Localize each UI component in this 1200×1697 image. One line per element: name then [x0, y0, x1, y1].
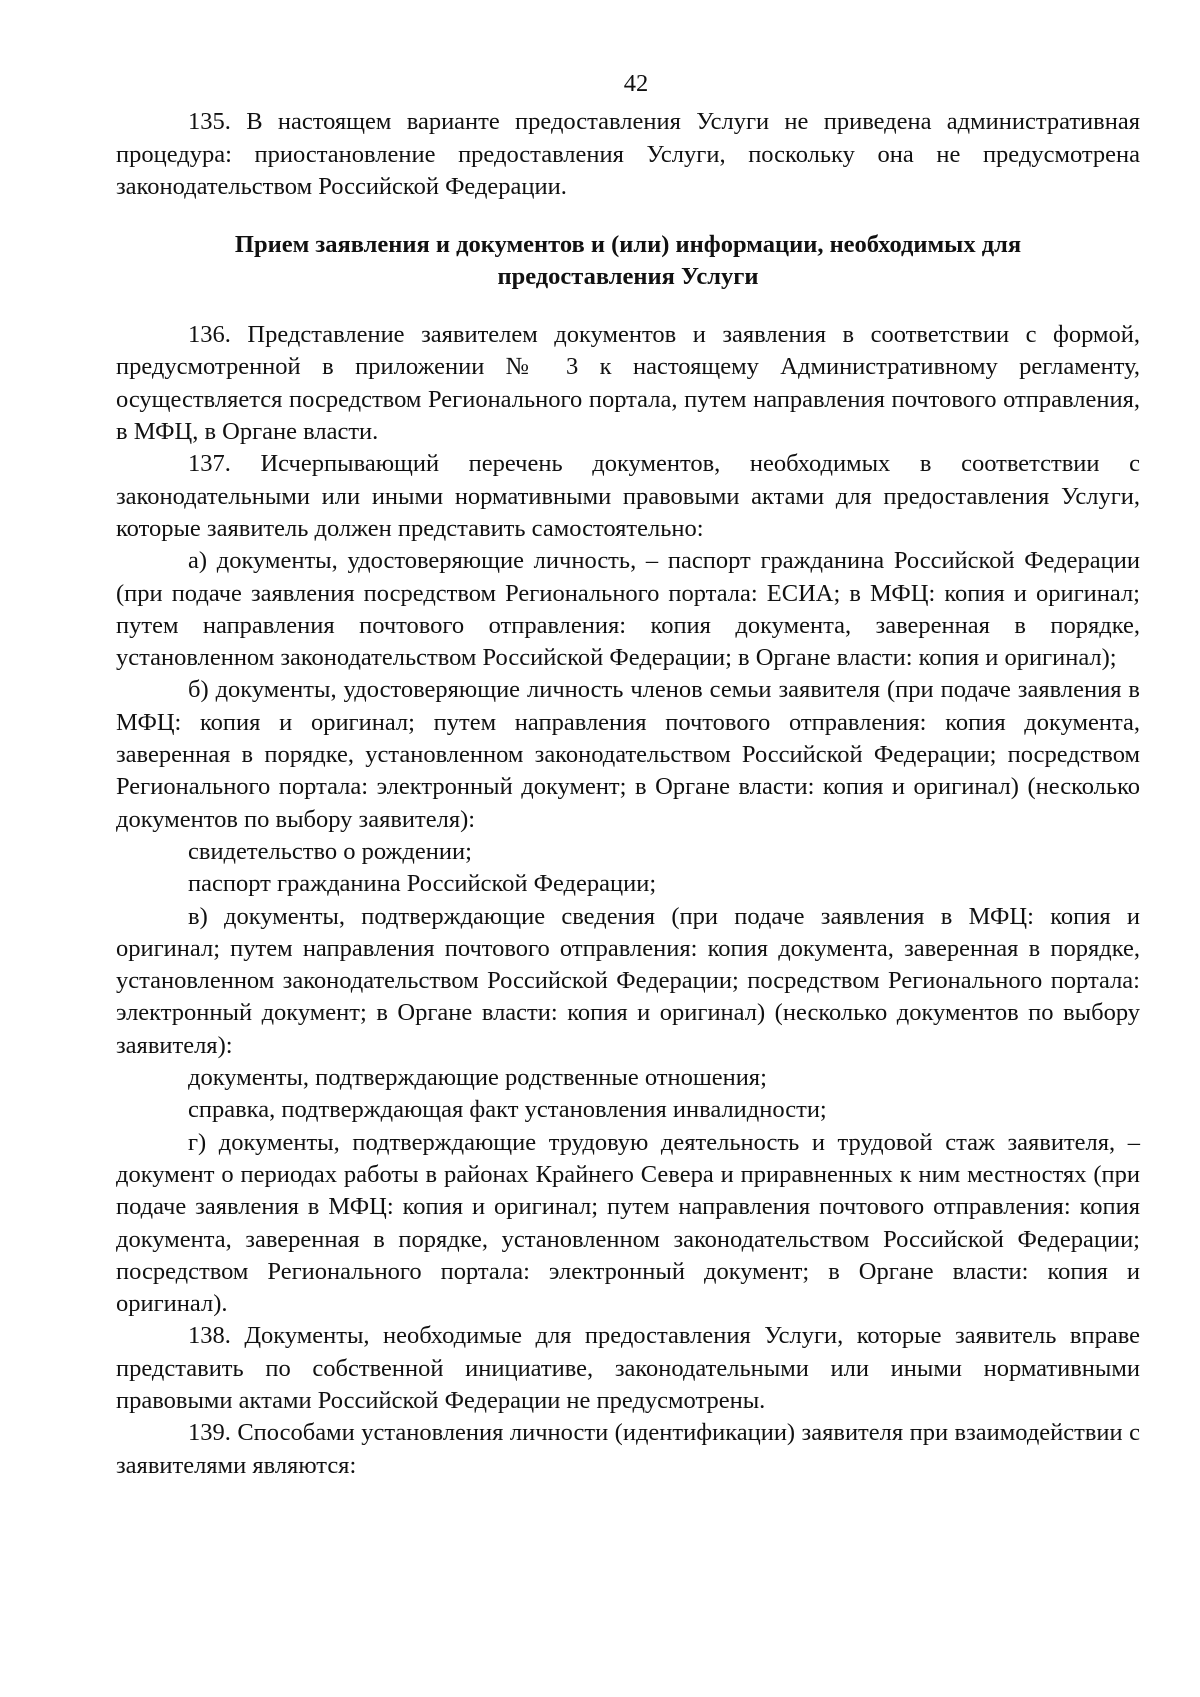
- paragraph-135: 135. В настоящем варианте предоставления Услуги не приведена административная процедура: приостановление предоставления Услуги, поскольку она не предусмотрена законодательством Российской Федерации.: [116, 108, 1140, 200]
- paragraph-137-v: в) документы, подтверждающие сведения (при подаче заявления в МФЦ: копия и оригинал; путем направления почтового отправления: копия документа, заверенная в порядке, установленном законодательством Российской Федерации; посредством Регионального портала: электронный документ; в Органе власти: копия и оригинал) (несколько документов по выбору заявителя):: [116, 902, 1140, 1059]
- section-heading: [116, 229, 1140, 293]
- paragraph-139: 139. Способами установления личности (идентификации) заявителя при взаимодействии с заявителями являются:: [116, 1419, 1140, 1479]
- section-heading-line-1: Прием заявления и документов и (или) информации, необходимых для: [234, 231, 1022, 259]
- paragraph-137: 137. Исчерпывающий перечень документов, необходимых в соответствии с законодательными или иными нормативными правовыми актами для предоставления Услуги, которые заявитель должен представить самостоятельно:: [116, 450, 1140, 542]
- list-item-disability-certificate: справка, подтверждающая факт установления инвалидности;: [188, 1096, 827, 1124]
- list-item-passport: паспорт гражданина Российской Федерации;: [188, 870, 657, 898]
- paragraph-137-g: г) документы, подтверждающие трудовую деятельность и трудовой стаж заявителя, – документ о периодах работы в районах Крайнего Севера и приравненных к ним местностях (при подаче заявления в МФЦ: копия и оригинал; путем направления почтового отправления: копия документа, заверенная в порядке, установленном законодательством Российской Федерации; посредством Регионального портала: электронный документ; в Органе власти: копия и оригинал).: [116, 1128, 1140, 1318]
- list-item-kinship-documents: документы, подтверждающие родственные отношения;: [188, 1064, 767, 1092]
- list-item-birth-certificate: свидетельство о рождении;: [188, 837, 472, 865]
- page-number: 42: [623, 70, 649, 97]
- paragraph-137-a: а) документы, удостоверяющие личность, – паспорт гражданина Российской Федерации (при подаче заявления посредством Регионального портала: ЕСИА; в МФЦ: копия и оригинал; путем направления почтового отправления: копия документа, заверенная в порядке, установленном законодательством Российской Федерации; в Органе власти: копия и оригинал);: [116, 547, 1140, 672]
- paragraph-138: 138. Документы, необходимые для предоставления Услуги, которые заявитель вправе представить по собственной инициативе, законодательными или иными нормативными правовыми актами Российской Федерации не предусмотрены.: [116, 1322, 1140, 1414]
- paragraph-136: 136. Представление заявителем документов и заявления в соответствии с формой, предусмотренной в приложении № 3 к настоящему Административному регламенту, осуществляется посредством Регионального портала, путем направления почтового отправления, в МФЦ, в Органе власти.: [116, 321, 1140, 446]
- section-heading-line-2: предоставления Услуги: [497, 263, 759, 291]
- paragraph-137-b: б) документы, удостоверяющие личность членов семьи заявителя (при подаче заявления в МФЦ: копия и оригинал; путем направления почтового отправления: копия документа, заверенная в порядке, установленном законодательством Российской Федерации; посредством Регионального портала: электронный документ; в Органе власти: копия и оригинал) (несколько документов по выбору заявителя):: [116, 676, 1140, 833]
